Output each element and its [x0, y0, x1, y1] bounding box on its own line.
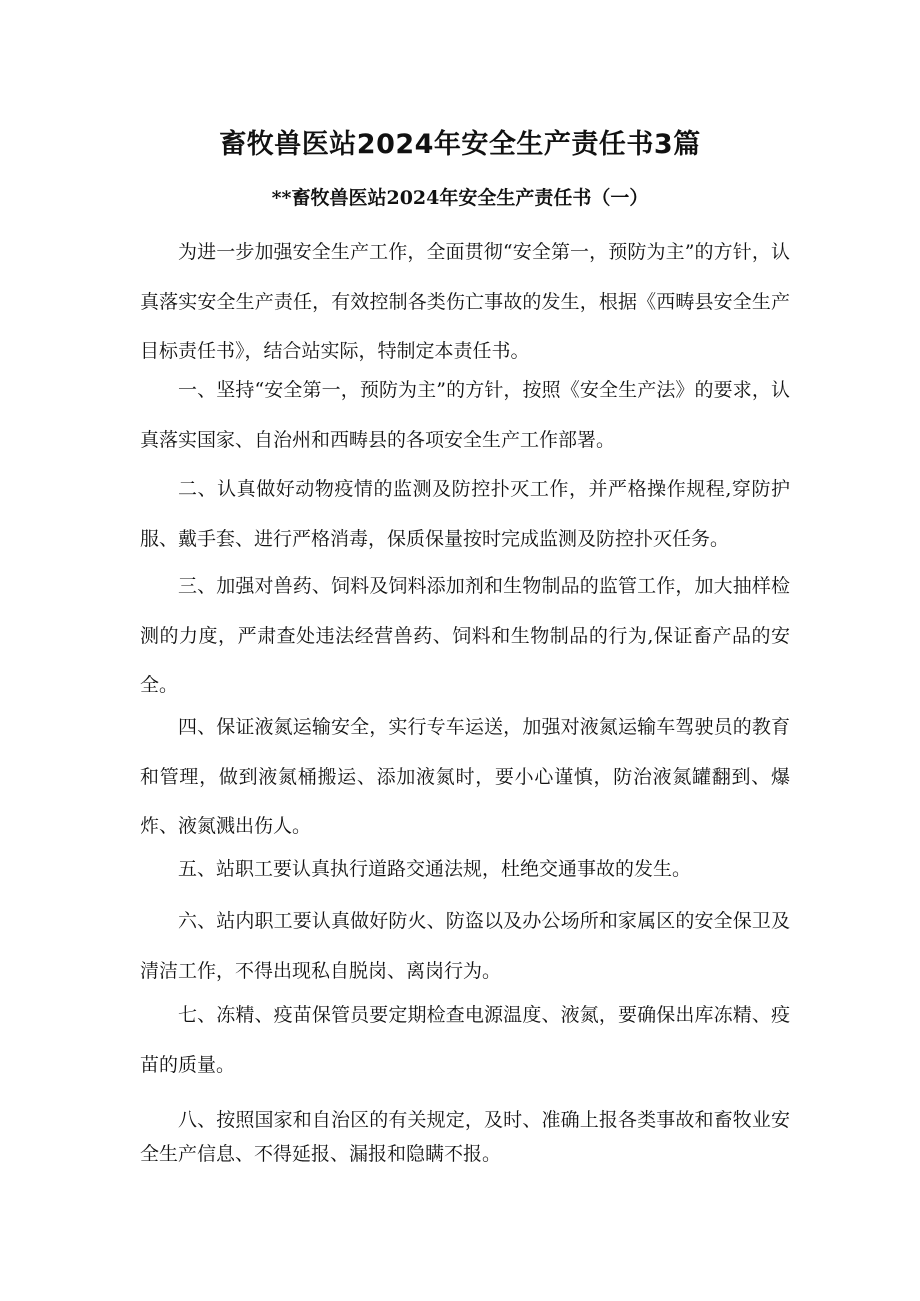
paragraph-item-2: 二、认真做好动物疫情的监测及防控扑灭工作，并严格操作规程,穿防护服、戴手套、进行严格消毒，保质保量按时完成监测及防控扑灭任务。: [140, 478, 790, 550]
paragraph-item-8: 八、按照国家和自治区的有关规定，及时、准确上报各类事故和畜牧业安全生产信息、不得延报、漏报和隐瞒不报。: [140, 1109, 790, 1165]
paragraph-intro: 为进一步加强安全生产工作，全面贯彻“安全第一，预防为主”的方针，认真落实安全生产责任，有效控制各类伤亡事故的发生，根据《西畴县安全生产目标责任书》，结合站实际，特制定本责任书。: [140, 241, 790, 362]
paragraph-item-1: 一、坚持“安全第一，预防为主”的方针，按照《安全生产法》的要求，认真落实国家、自治州和西畴县的各项安全生产工作部署。: [140, 379, 790, 451]
paragraph-item-6: 六、站内职工要认真做好防火、防盗以及办公场所和家属区的安全保卫及清洁工作，不得出现私自脱岗、离岗行为。: [140, 910, 790, 982]
paragraph-item-5: 五、站职工要认真执行道路交通法规，杜绝交通事故的发生。: [178, 858, 692, 880]
section-subtitle: **畜牧兽医站2024年安全生产责任书（一）: [271, 187, 649, 209]
paragraph-item-4: 四、保证液氮运输安全，实行专车运送，加强对液氮运输车驾驶员的教育和管理，做到液氮桶搬运、添加液氮时，要小心谨慎，防治液氮罐翻到、爆炸、液氮溅出伤人。: [140, 716, 790, 837]
paragraph-item-3: 三、加强对兽药、饲料及饲料添加剂和生物制品的监管工作，加大抽样检测的力度，严肃查处违法经营兽药、饲料和生物制品的行为,保证畜产品的安全。: [140, 575, 790, 696]
paragraph-item-7: 七、冻精、疫苗保管员要定期检查电源温度、液氮，要确保出库冻精、疫苗的质量。: [140, 1004, 790, 1076]
document-title: 畜牧兽医站2024年安全生产责任书3篇: [219, 129, 701, 160]
